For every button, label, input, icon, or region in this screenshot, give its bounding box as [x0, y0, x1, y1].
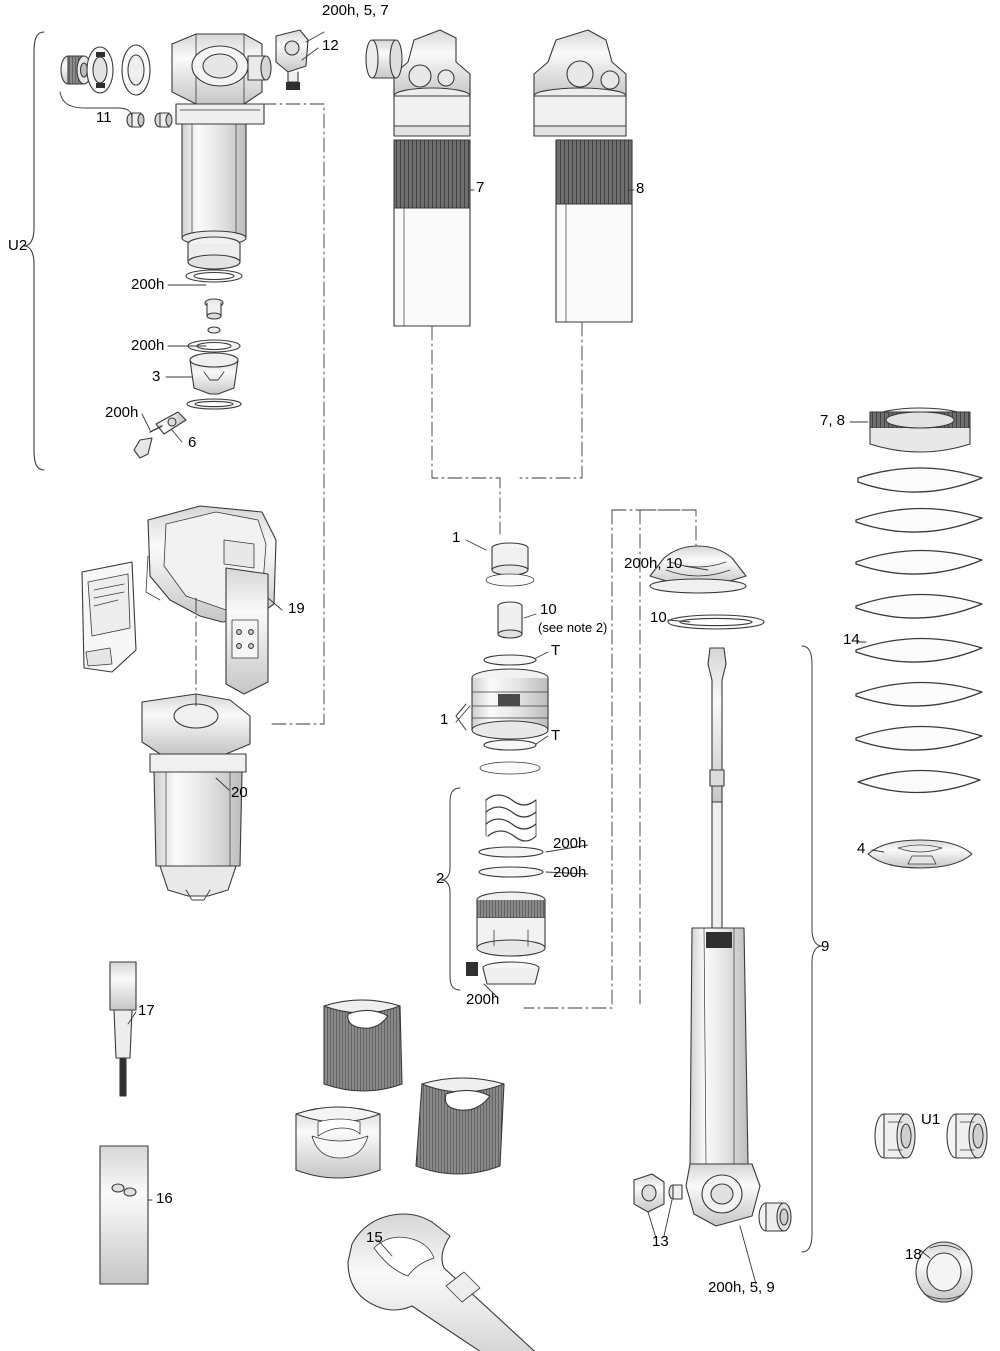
- label-t-upper: T: [551, 642, 561, 659]
- label-200h-d: 200h: [553, 835, 587, 852]
- label-4: 4: [857, 840, 866, 857]
- label-200h-f: 200h: [466, 991, 500, 1008]
- label-1-top: 1: [452, 529, 461, 546]
- label-9: 9: [821, 938, 830, 955]
- label-14: 14: [843, 631, 860, 648]
- label-8: 8: [636, 180, 645, 197]
- label-15: 15: [366, 1229, 383, 1246]
- label-200h-5-7: 200h, 5, 7: [322, 2, 389, 19]
- label-18: 18: [905, 1246, 922, 1263]
- label-2: 2: [436, 870, 445, 887]
- label-t-lower: T: [551, 727, 561, 744]
- label-200h-b: 200h: [131, 337, 165, 354]
- label-13: 13: [652, 1233, 669, 1250]
- label-u2: U2: [8, 237, 28, 254]
- label-7: 7: [476, 179, 485, 196]
- label-11: 11: [96, 109, 112, 126]
- label-20: 20: [231, 784, 248, 801]
- label-3: 3: [152, 368, 161, 385]
- label-6: 6: [188, 434, 197, 451]
- label-10-low: 10: [650, 609, 667, 626]
- label-200h-5-9: 200h, 5, 9: [708, 1279, 775, 1296]
- label-12: 12: [322, 37, 339, 54]
- label-200h-e: 200h: [553, 864, 587, 881]
- label-7-8: 7, 8: [820, 412, 846, 429]
- label-19: 19: [288, 600, 305, 617]
- label-17: 17: [138, 1002, 155, 1019]
- label-10-top: 10: [540, 601, 557, 618]
- label-1-mid: 1: [440, 711, 449, 728]
- label-16: 16: [156, 1190, 173, 1207]
- label-see-note-2: (see note 2): [538, 620, 608, 635]
- label-200h-c: 200h: [105, 404, 139, 421]
- label-u1: U1: [921, 1111, 941, 1128]
- label-200h-10: 200h, 10: [624, 555, 683, 572]
- label-200h-a: 200h: [131, 276, 165, 293]
